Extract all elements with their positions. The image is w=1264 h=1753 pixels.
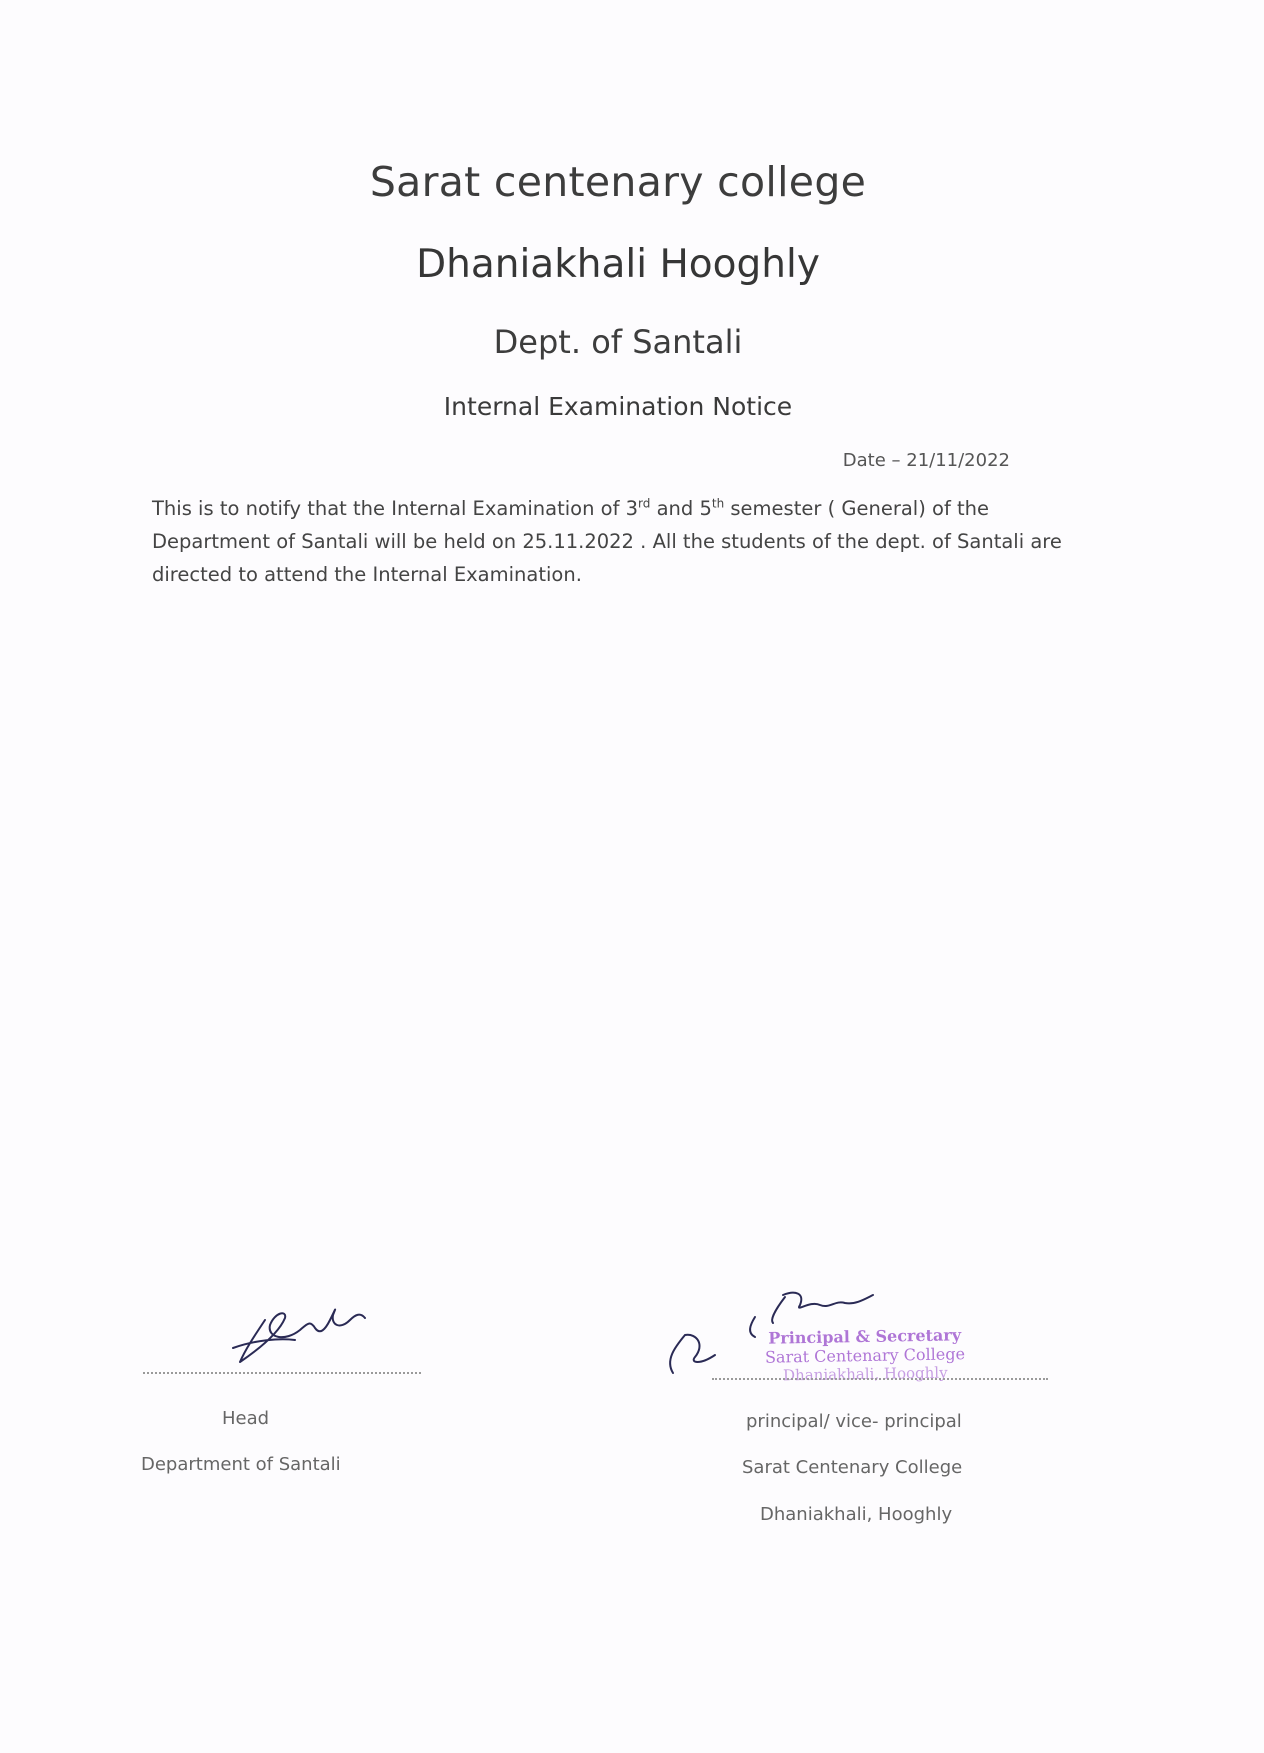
body-text-3: semester ( General) of the Department of Santali will be held on 25.11.2022 . All the students of the dept. of Santali are directed to attend the Internal Examination. (152, 497, 1062, 586)
body-text-1: This is to notify that the Internal Examination of 3 (152, 497, 639, 520)
notice-date: Date – 21/11/2022 (842, 450, 1010, 471)
head-signature-line (143, 1372, 421, 1374)
principal-college: Sarat Centenary College (742, 1457, 963, 1478)
stamp-line-2: Sarat Centenary College (764, 1344, 966, 1367)
body-sup-th: th (711, 496, 725, 511)
notice-title: Internal Examination Notice (443, 392, 793, 421)
principal-stamp (745, 1325, 986, 1386)
principal-title: principal/ vice- principal (746, 1411, 962, 1432)
head-department: Department of Santali (141, 1454, 341, 1475)
head-signature (225, 1290, 395, 1370)
body-sup-rd: rd (638, 496, 651, 511)
stamp-line-1: Principal & Secretary (768, 1325, 962, 1348)
head-title: Head (222, 1408, 270, 1429)
body-text-2: and 5 (650, 497, 712, 520)
stamp-line-3: Dhaniakhali, Hooghly (782, 1363, 948, 1385)
principal-place: Dhaniakhali, Hooghly (760, 1504, 953, 1525)
notice-body (152, 492, 1112, 591)
principal-signature-line (712, 1378, 1048, 1380)
college-name: Sarat centenary college (369, 158, 867, 206)
department-name: Dept. of Santali (493, 323, 743, 361)
college-location: Dhaniakhali Hooghly (416, 242, 820, 287)
